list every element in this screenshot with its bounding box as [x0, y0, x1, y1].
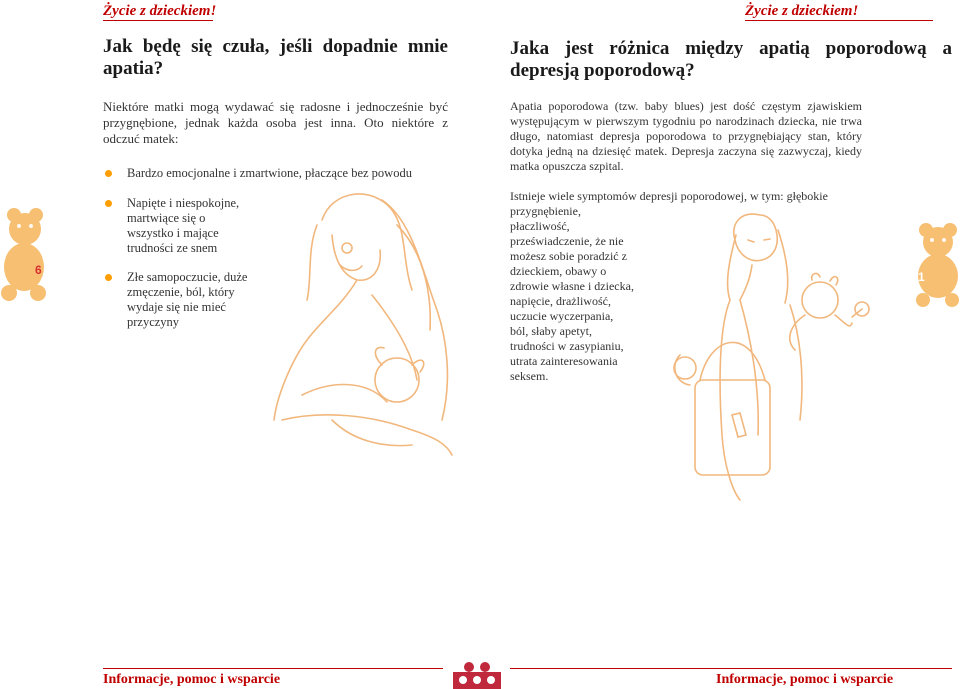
- crying-mother-illustration: [262, 180, 472, 460]
- teddy-bear-icon: [912, 220, 960, 308]
- symptom-line: Istnieje wiele symptomów depresji poporodowej, w tym: głębokie: [510, 189, 828, 203]
- list-item: Napięte i niespokojne, martwiące się o wszystko i mające trudności ze snem: [105, 196, 255, 256]
- teddy-bear-icon: [0, 205, 48, 305]
- list-item: Bardzo emocjonalne i zmartwione, płaczące bez powodu: [105, 166, 425, 181]
- left-footer: Informacje, pomoc i wsparcie: [103, 672, 281, 687]
- right-footer: Informacje, pomoc i wsparcie: [716, 672, 894, 687]
- symptom-line: dzieckiem, obawy o: [510, 264, 607, 278]
- symptom-line: uczucie wyczerpania,: [510, 309, 614, 323]
- bears-logo-icon: [453, 660, 501, 689]
- symptom-line: przygnębienie,: [510, 204, 581, 218]
- symptom-line: ból, słaby apetyt,: [510, 324, 592, 338]
- symptom-line: zdrowie własne i dziecka,: [510, 279, 634, 293]
- symptom-line: możesz sobie poradzić z: [510, 249, 627, 263]
- symptom-line: płaczliwość,: [510, 219, 570, 233]
- symptom-line: trudności w zasypianiu,: [510, 339, 624, 353]
- right-page-number: 11: [912, 270, 925, 284]
- symptom-line: napięcie, drażliwość,: [510, 294, 611, 308]
- right-paragraph-1: Apatia poporodowa (tzw. baby blues) jest dość częstym zjawiskiem występującym w pierwszym tygodniu po narodzinach dziecka, nie trwa długo, natomiast depresja poporodowa to przygnębiający stan, który dotyka jedną na dziesięć matek. Depresja zaczyna się zazwyczaj, kiedy matka opuszcza szpital.: [510, 99, 862, 173]
- bullet-dot-icon: [105, 170, 112, 177]
- right-heading: Jaka jest różnica między apatią poporodową a depresją poporodową?: [510, 38, 952, 81]
- right-running-title: Życie z dzieckiem!: [745, 3, 859, 19]
- left-footer-rule: [103, 668, 443, 669]
- bullet-dot-icon: [105, 274, 112, 281]
- tired-mother-illustration: [640, 205, 890, 505]
- symptom-line: seksem.: [510, 369, 549, 383]
- left-title-rule: [103, 20, 213, 21]
- symptom-line: przeświadczenie, że nie: [510, 234, 624, 248]
- right-title-rule: [745, 20, 933, 21]
- symptom-line: utrata zainteresowania: [510, 354, 618, 368]
- bullet-dot-icon: [105, 200, 112, 207]
- left-intro: Niektóre matki mogą wydawać się radosne i jednocześnie być przygnębione, jednak każda osoba jest inna. Oto niektóre z odczuć matek:: [103, 99, 448, 146]
- left-heading: Jak będę się czuła, jeśli dopadnie mnie apatia?: [103, 36, 448, 79]
- right-footer-rule: [510, 668, 952, 669]
- left-page-number: 6: [35, 263, 42, 277]
- left-running-title: Życie z dzieckiem!: [103, 3, 217, 19]
- list-item: Złe samopoczucie, duże zmęczenie, ból, który wydaje się nie mieć przyczyny: [105, 270, 259, 330]
